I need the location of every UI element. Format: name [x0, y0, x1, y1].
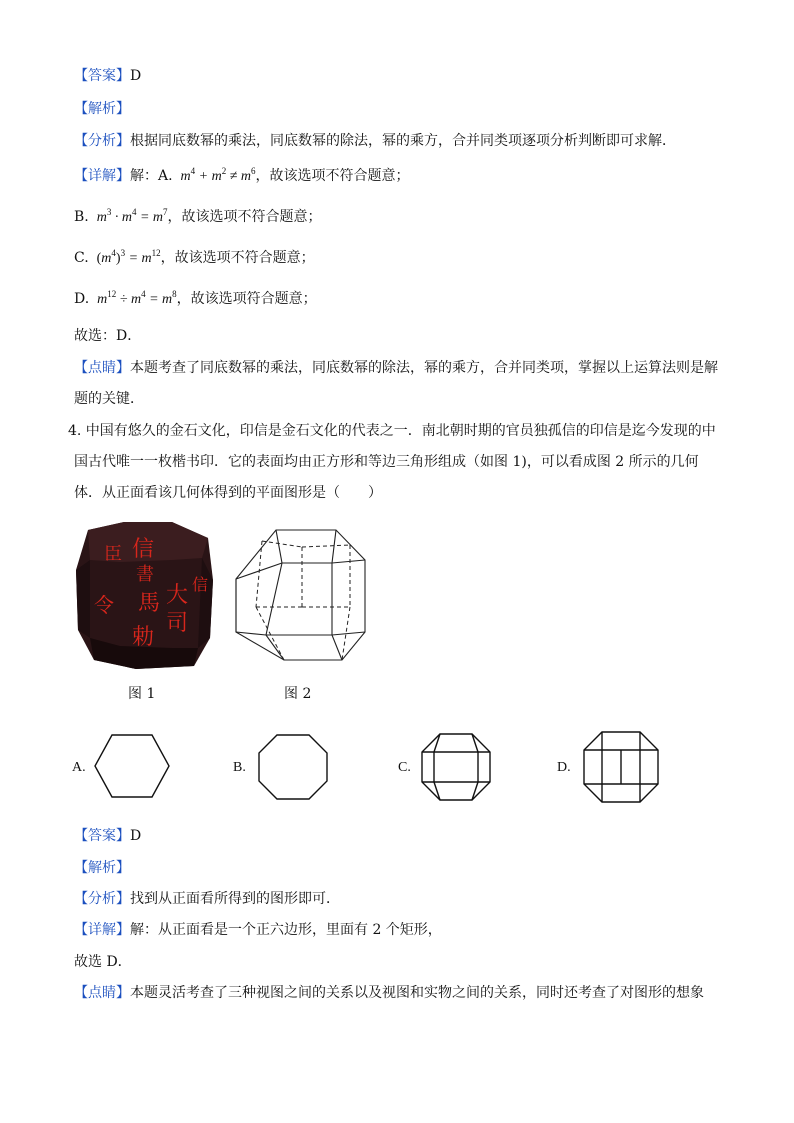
xiangjie-tag: 【详解】 [74, 922, 130, 938]
q3-line-b [74, 207, 322, 228]
option-c-octagon-inner [420, 732, 492, 802]
q4-stem-line1: 4. 中国有悠久的金石文化，印信是金石文化的代表之一．南北朝时期的官员独孤信的印信是迄今发现的中 [68, 423, 716, 439]
option-c-label: C. [398, 760, 411, 775]
seal-char-1: 信 [132, 537, 155, 562]
q3-choose: 故选：D． [74, 328, 142, 344]
seal-char-7: 令 [94, 593, 114, 617]
q3-dianjing-line2: 题的关键． [74, 391, 144, 407]
xiangjie-tag: 【详解】 [74, 168, 130, 184]
option-b-label: B. [233, 760, 246, 775]
formula-a: $m^4 + m^2 \ne m^6$ [177, 166, 256, 184]
q4-xiangjie-line [74, 920, 442, 940]
seal-char-5: 馬 [138, 591, 161, 616]
line-c-suffix: ，故该选项不符合题意； [160, 250, 315, 266]
seal-char-6: 勅 [132, 625, 155, 650]
q4-stem-line2: 国古代唯一一枚楷书印．它的表面均由正方形和等边三角形组成（如图 1)，可以看成图 2 所示的几何 [74, 454, 699, 470]
polyhedron-figure [232, 527, 370, 667]
dianjing-tag: 【点睛】 [74, 985, 130, 1001]
seal-char-9: 信 [192, 575, 209, 594]
q3-answer-line [74, 66, 141, 86]
q3-fenxi-line [74, 131, 676, 151]
fenxi-tag: 【分析】 [74, 891, 130, 907]
xiangjie-prefix: 解：A. [130, 168, 173, 184]
answer-value: D [130, 828, 142, 844]
q4-dianjing-line [74, 983, 704, 1003]
dianjing-tag: 【点睛】 [74, 360, 130, 376]
q4-stem-line3: 体．从正面看该几何体得到的平面图形是（ ） [74, 485, 382, 501]
option-d-label: D. [557, 760, 571, 775]
line-b-suffix: ，故该选项不符合题意； [167, 209, 322, 225]
line-c-label: C. [74, 250, 89, 266]
seal-char-8: 書 [136, 564, 154, 585]
fig2-caption: 图 2 [284, 686, 312, 702]
formula-b: $m^3 \cdot m^4 = m^7$ [93, 207, 168, 225]
q4-choose: 故选 D． [74, 954, 132, 970]
formula-d: $m^{12} \div m^4 = m^8$ [93, 289, 177, 307]
line-b-label: B. [74, 209, 89, 225]
q3-analysis-heading: 【解析】 [74, 101, 130, 117]
q4-answer-line [74, 826, 141, 846]
line-d-label: D. [74, 291, 90, 307]
seal-char-3: 大 [166, 583, 189, 608]
dianjing-text: 本题灵活考查了三种视图之间的关系以及视图和实物之间的关系，同时还考查了对图形的想象 [130, 985, 704, 1001]
option-a-label: A. [72, 760, 86, 775]
seal-char-4: 司 [166, 611, 189, 636]
q4-fenxi-line [74, 889, 340, 909]
q3-xiangjie-line [74, 166, 410, 187]
line-d-suffix: ，故该选项符合题意； [176, 291, 317, 307]
answer-value: D [130, 68, 142, 84]
xiangjie-text: 解：从正面看是一个正六边形，里面有 2 个矩形， [130, 922, 442, 938]
q3-dianjing-line [74, 358, 718, 378]
q3-line-d [74, 289, 317, 310]
option-d-octagon-grid [582, 730, 660, 804]
fenxi-text: 根据同底数幂的乘法，同底数幂的除法，幂的乘方，合并同类项逐项分析判断即可求解． [130, 133, 676, 149]
fenxi-tag: 【分析】 [74, 133, 130, 149]
fig1-caption: 图 1 [128, 686, 156, 702]
seal-char-2: 臣 [104, 544, 122, 565]
fenxi-text: 找到从正面看所得到的图形即可． [130, 891, 340, 907]
answer-tag: 【答案】 [74, 68, 130, 84]
q3-line-c [74, 248, 315, 269]
dianjing-text: 本题考查了同底数幂的乘法，同底数幂的除法，幂的乘方，合并同类项，掌握以上运算法则是解 [130, 360, 718, 376]
line-a-suffix: ，故该选项不符合题意； [255, 168, 410, 184]
option-b-octagon [257, 733, 329, 801]
answer-tag: 【答案】 [74, 828, 130, 844]
formula-c: $(m^4)^3 = m^{12}$ [96, 248, 161, 266]
q4-analysis-heading: 【解析】 [74, 860, 130, 876]
seal-photo [76, 520, 214, 670]
option-a-hexagon [92, 733, 172, 799]
